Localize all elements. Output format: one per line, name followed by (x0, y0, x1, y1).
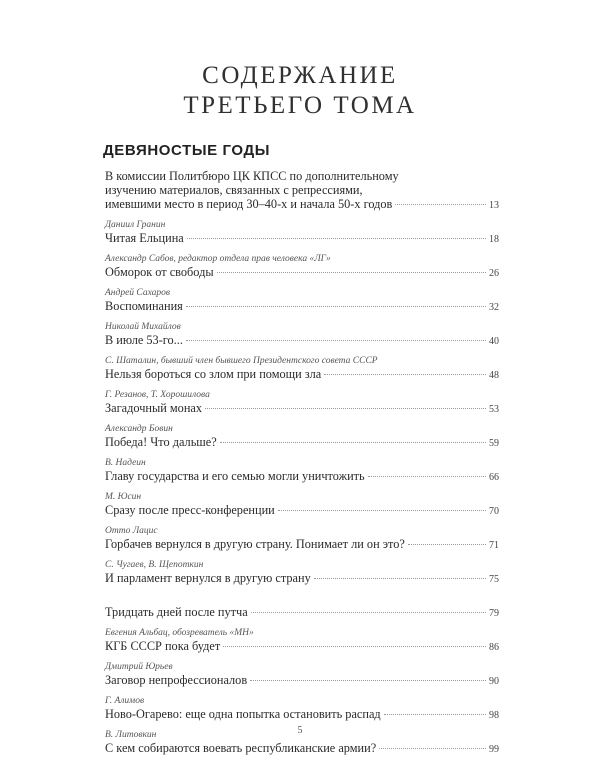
page-number: 66 (489, 472, 499, 483)
dot-leader (314, 578, 486, 579)
entry-author: Александр Сабов, редактор отдела прав человека «ЛГ» (105, 254, 331, 264)
entry-title-line (105, 367, 499, 383)
toc-list (105, 170, 499, 763)
entry-author: Дмитрий Юрьев (105, 662, 173, 672)
first-entry-last-line (105, 197, 499, 213)
entry-author: Даниил Гранин (105, 220, 166, 230)
toc-entry (105, 423, 499, 451)
dot-leader (384, 714, 486, 715)
toc-entry (105, 253, 499, 281)
entry-title-line (105, 435, 499, 451)
entry-title-line (105, 707, 499, 723)
entry-title: Горбачев вернулся в другую страну. Понимает ли он это? (105, 537, 405, 551)
page-number: 53 (489, 404, 499, 415)
entry-title: Загадочный монах (105, 401, 203, 415)
page-number: 90 (489, 676, 499, 687)
toc-entry (105, 627, 499, 655)
entry-title: Обморок от свободы (105, 265, 214, 279)
dot-leader (251, 612, 486, 613)
first-entry-line-1: В комиссии Политбюро ЦК КПСС по дополнительному (105, 169, 399, 183)
toc-entry (105, 525, 499, 553)
entry-title-line (105, 503, 499, 519)
entry-title: Сразу после пресс-конференции (105, 503, 275, 517)
section-title: ДЕВЯНОСТЫЕ ГОДЫ (103, 142, 271, 159)
page-number: 26 (489, 268, 499, 279)
entry-title: Тридцать дней после путча (105, 605, 248, 619)
dot-leader (379, 748, 486, 749)
toc-entry (105, 321, 499, 349)
dot-leader (278, 510, 486, 511)
page-number: 79 (489, 608, 499, 619)
dot-leader (220, 442, 486, 443)
toc-entry (105, 389, 499, 417)
entry-title: Воспоминания (105, 299, 183, 313)
page-number: 48 (489, 370, 499, 381)
entry-author: В. Литовкин (105, 730, 157, 740)
dot-leader (395, 204, 486, 205)
entry-title-line (105, 673, 499, 689)
page-number: 59 (489, 438, 499, 449)
entry-author: С. Чугаев, В. Щепоткин (105, 560, 204, 570)
dot-leader (217, 272, 486, 273)
entry-title-line (105, 639, 499, 655)
toc-entry (105, 355, 499, 383)
first-entry-line-3: имевшими место в период 30–40-х и начала 50-х годов (105, 197, 393, 211)
entry-author: М. Юсин (105, 492, 142, 502)
page-number: 13 (489, 200, 499, 211)
entry-author: Отто Лацис (105, 526, 158, 536)
entry-title: Заговор непрофессионалов (105, 673, 248, 687)
entry-title: Ново-Огарево: еще одна попытка остановить распад (105, 707, 381, 721)
entry-title-line (105, 401, 499, 417)
entry-title-line (105, 265, 499, 281)
entry-title-line (105, 537, 499, 553)
dot-leader (187, 238, 486, 239)
dot-leader (186, 340, 486, 341)
toc-entry (105, 695, 499, 723)
entry-title: И парламент вернулся в другую страну (105, 571, 311, 585)
entry-title-line (105, 605, 499, 621)
entry-title-line (105, 741, 499, 757)
toc-entry (105, 559, 499, 587)
dot-leader (324, 374, 486, 375)
entry-author: Николай Михайлов (105, 322, 181, 332)
entry-title: Нельзя бороться со злом при помощи зла (105, 367, 322, 381)
page-number: 18 (489, 234, 499, 245)
entry-author: Г. Алимов (105, 696, 145, 706)
page-number: 70 (489, 506, 499, 517)
page-number: 32 (489, 302, 499, 313)
toc-entries (105, 219, 499, 757)
dot-leader (250, 680, 486, 681)
entry-author: В. Надеин (105, 458, 146, 468)
entry-author: Г. Резанов, Т. Хорошилова (105, 390, 210, 400)
toc-entry (105, 661, 499, 689)
entry-author: Александр Бовин (105, 424, 173, 434)
dot-leader (205, 408, 486, 409)
dot-leader (408, 544, 486, 545)
first-entry-line-2: изучению материалов, связанных с репрессиями, (105, 182, 363, 197)
toc-entry-first (105, 170, 499, 213)
entry-title: Читая Ельцина (105, 231, 184, 245)
toc-entry (105, 593, 499, 621)
entry-title: Победа! Что дальше? (105, 435, 217, 449)
page-number: 86 (489, 642, 499, 653)
entry-author: Евгения Альбац, обозреватель «МН» (105, 628, 254, 638)
entry-author (105, 593, 499, 605)
toc-entry (105, 491, 499, 519)
entry-title: КГБ СССР пока будет (105, 639, 221, 653)
dot-leader (223, 646, 486, 647)
entry-title-line (105, 469, 499, 485)
toc-heading-line-2: ТРЕТЬЕГО ТОМА (183, 92, 417, 119)
folio: 5 (297, 725, 303, 736)
dot-leader (186, 306, 486, 307)
entry-title-line (105, 571, 499, 587)
toc-entry (105, 287, 499, 315)
toc-entry (105, 219, 499, 247)
page-number: 99 (489, 744, 499, 755)
page-number: 40 (489, 336, 499, 347)
entry-title: В июле 53-го... (105, 333, 183, 347)
page-number: 75 (489, 574, 499, 585)
toc-heading-line-1: СОДЕРЖАНИЕ (202, 62, 398, 89)
entry-title: С кем собираются воевать республиканские армии? (105, 741, 377, 755)
page-number: 71 (489, 540, 499, 551)
page-number: 98 (489, 710, 499, 721)
entry-author: С. Шаталин, бывший член бывшего Президентского совета СССР (105, 356, 378, 366)
entry-title-line (105, 333, 499, 349)
dot-leader (368, 476, 486, 477)
entry-title-line (105, 299, 499, 315)
entry-title: Главу государства и его семью могли уничтожить (105, 469, 365, 483)
entry-author: Андрей Сахаров (105, 288, 171, 298)
toc-entry (105, 457, 499, 485)
entry-title-line (105, 231, 499, 247)
